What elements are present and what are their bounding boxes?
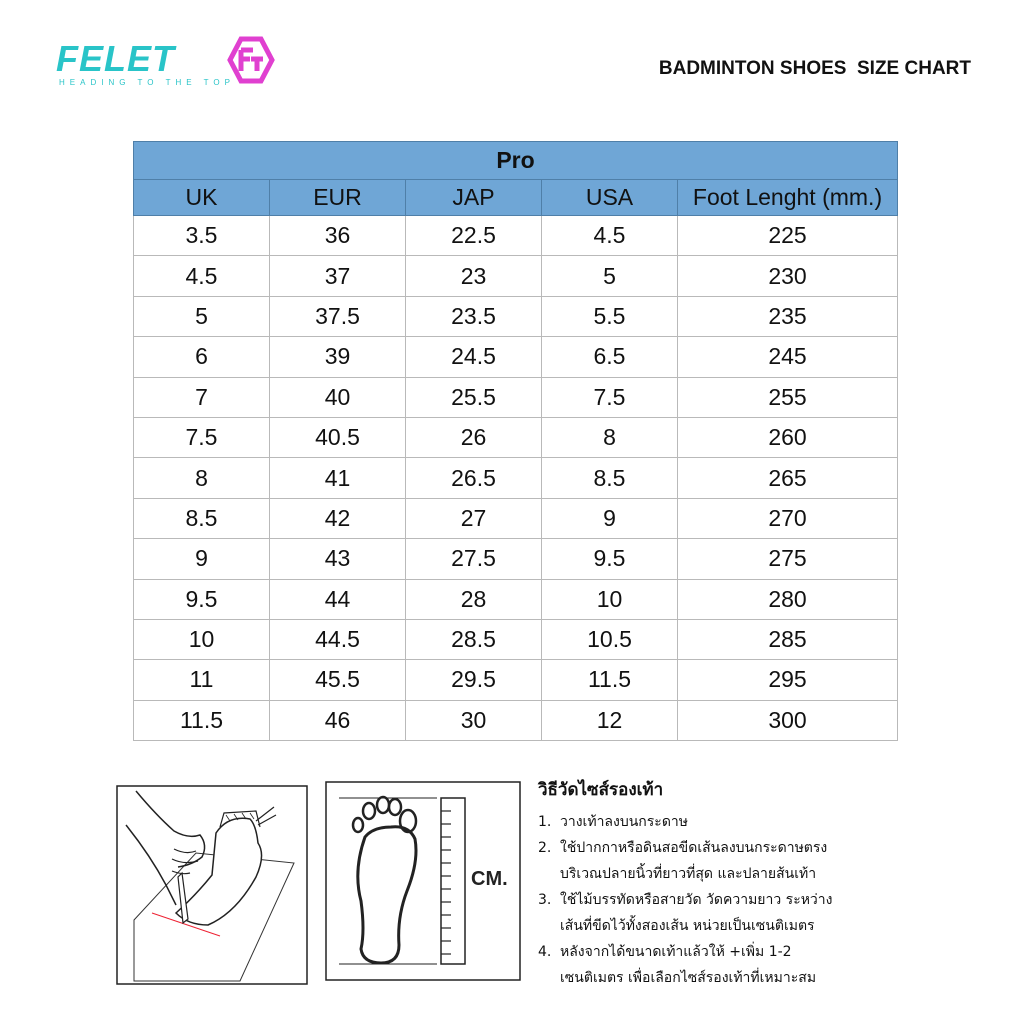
- table-cell: 7.5: [542, 377, 678, 417]
- step-number: [538, 965, 560, 991]
- table-cell: 39: [270, 337, 406, 377]
- step-text: วางเท้าลงบนกระดาษ: [560, 814, 689, 830]
- table-cell: 44.5: [270, 619, 406, 659]
- table-row: [134, 417, 898, 457]
- table-cell: 4.5: [542, 216, 678, 256]
- table-body: [134, 216, 898, 741]
- table-cell: 6: [134, 337, 270, 377]
- step-text: หลังจากได้ขนาดเท้าแล้วให้ +เพิ่ม 1-2: [560, 944, 792, 960]
- instruction-step: [538, 913, 918, 939]
- table-cell: 42: [270, 498, 406, 538]
- table-cell: 44: [270, 579, 406, 619]
- brand-tagline: HEADING TO THE TOP: [59, 78, 235, 87]
- measure-instructions: [538, 776, 918, 991]
- step-text: ใช้ปากกาหรือดินสอขีดเส้นลงบนกระดาษตรง: [560, 840, 828, 856]
- table-row: [134, 296, 898, 336]
- table-cell: 275: [678, 539, 898, 579]
- table-cell: 265: [678, 458, 898, 498]
- step-number: 2.: [538, 840, 552, 856]
- table-cell: 280: [678, 579, 898, 619]
- table-cell: 37: [270, 256, 406, 296]
- table-cell: 235: [678, 296, 898, 336]
- table-cell: 43: [270, 539, 406, 579]
- table-cell: 10.5: [542, 619, 678, 659]
- table-row: [134, 256, 898, 296]
- table-cell: 8: [542, 417, 678, 457]
- step-text: ใช้ไม้บรรทัดหรือสายวัด วัดความยาว ระหว่าง: [560, 892, 833, 908]
- step-number: 4.: [538, 944, 552, 960]
- footprint-ruler-illustration: [325, 781, 521, 981]
- table-cell: 46: [270, 700, 406, 740]
- table-row: [134, 498, 898, 538]
- table-cell: 27: [406, 498, 542, 538]
- table-cell: 10: [542, 579, 678, 619]
- table-header-row: [134, 180, 898, 216]
- step-number: 3.: [538, 892, 552, 908]
- table-cell: 9.5: [134, 579, 270, 619]
- table-row: [134, 216, 898, 256]
- step-text: บริเวณปลายนิ้วที่ยาวที่สุด และปลายส้นเท้า: [560, 866, 817, 882]
- table-cell: 10: [134, 619, 270, 659]
- foot-tracing-illustration: [116, 785, 308, 985]
- table-cell: 41: [270, 458, 406, 498]
- table-row: [134, 337, 898, 377]
- table-cell: 8.5: [542, 458, 678, 498]
- table-cell: 24.5: [406, 337, 542, 377]
- table-cell: 270: [678, 498, 898, 538]
- table-cell: 5: [134, 296, 270, 336]
- table-cell: 300: [678, 700, 898, 740]
- table-cell: 3.5: [134, 216, 270, 256]
- table-cell: 22.5: [406, 216, 542, 256]
- column-header: JAP: [406, 180, 542, 216]
- table-row: [134, 458, 898, 498]
- step-number: [538, 861, 560, 887]
- table-cell: 26: [406, 417, 542, 457]
- table-cell: 40.5: [270, 417, 406, 457]
- table-cell: 260: [678, 417, 898, 457]
- instruction-step: [538, 939, 918, 965]
- instruction-step: [538, 835, 918, 861]
- step-number: 1.: [538, 814, 552, 830]
- column-header: USA: [542, 180, 678, 216]
- table-cell: 9.5: [542, 539, 678, 579]
- table-row: [134, 539, 898, 579]
- ft-hexagon-icon: [227, 36, 275, 84]
- step-text: เส้นที่ขีดไว้ทั้งสองเส้น หน่วยเป็นเซนติเมตร: [560, 918, 815, 934]
- table-cell: 27.5: [406, 539, 542, 579]
- ruler-label: CM.: [471, 868, 508, 890]
- table-cell: 12: [542, 700, 678, 740]
- table-cell: 36: [270, 216, 406, 256]
- chart-title: BADMINTON SHOES SIZE CHART: [658, 58, 971, 79]
- table-cell: 8: [134, 458, 270, 498]
- table-cell: 7: [134, 377, 270, 417]
- table-cell: 23.5: [406, 296, 542, 336]
- table-cell: 26.5: [406, 458, 542, 498]
- brand-name: FELET: [56, 38, 175, 79]
- brand-logo: [56, 36, 286, 86]
- instruction-step: [538, 861, 918, 887]
- table-cell: 28.5: [406, 619, 542, 659]
- table-row: [134, 619, 898, 659]
- table-cell: 37.5: [270, 296, 406, 336]
- table-cell: 6.5: [542, 337, 678, 377]
- table-cell: 29.5: [406, 660, 542, 700]
- table-cell: 11: [134, 660, 270, 700]
- table-row: [134, 700, 898, 740]
- column-header: EUR: [270, 180, 406, 216]
- table-cell: 30: [406, 700, 542, 740]
- table-cell: 23: [406, 256, 542, 296]
- table-cell: 9: [542, 498, 678, 538]
- table-cell: 28: [406, 579, 542, 619]
- table-cell: 11.5: [134, 700, 270, 740]
- table-cell: 11.5: [542, 660, 678, 700]
- table-cell: 285: [678, 619, 898, 659]
- table-cell: 4.5: [134, 256, 270, 296]
- table-cell: 8.5: [134, 498, 270, 538]
- instruction-step: [538, 809, 918, 835]
- table-row: [134, 579, 898, 619]
- table-cell: 45.5: [270, 660, 406, 700]
- instruction-step: [538, 887, 918, 913]
- column-header: Foot Lenght (mm.): [678, 180, 898, 216]
- table-title-row: [134, 142, 898, 180]
- table-cell: 295: [678, 660, 898, 700]
- size-chart-table: [133, 141, 898, 741]
- table-cell: 225: [678, 216, 898, 256]
- table-cell: 255: [678, 377, 898, 417]
- column-header: UK: [134, 180, 270, 216]
- step-text: เซนติเมตร เพื่อเลือกไซส์รองเท้าที่เหมาะสม: [560, 970, 817, 986]
- table-cell: 245: [678, 337, 898, 377]
- table-title: Pro: [134, 142, 898, 180]
- instructions-title: วิธีวัดไซส์รองเท้า: [538, 780, 664, 800]
- table-row: [134, 660, 898, 700]
- table-cell: 7.5: [134, 417, 270, 457]
- instruction-steps: [538, 809, 918, 991]
- table-cell: 230: [678, 256, 898, 296]
- instruction-step: [538, 965, 918, 991]
- table-cell: 5.5: [542, 296, 678, 336]
- table-cell: 9: [134, 539, 270, 579]
- table-row: [134, 377, 898, 417]
- step-number: [538, 913, 560, 939]
- table-cell: 25.5: [406, 377, 542, 417]
- table-cell: 40: [270, 377, 406, 417]
- table-cell: 5: [542, 256, 678, 296]
